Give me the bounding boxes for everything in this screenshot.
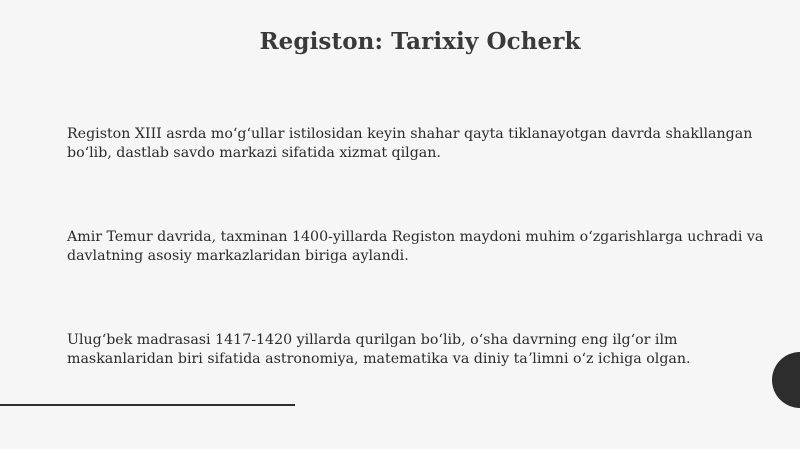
paragraph-3: Ulugʻbek madrasasi 1417-1420 yillarda qurilgan boʻlib, oʻsha davrning eng ilgʻor ilm maskanlaridan biri sifatida astronomiya, matematika va diniy taʼlimni oʻz ichiga olgan.	[67, 332, 691, 367]
paragraph-2: Amir Temur davrida, taxminan 1400-yillarda Registon maydoni muhim oʻzgarishlarga uchradi va davlatning asosiy markazlaridan biriga aylandi.	[67, 229, 764, 264]
paragraph-1: Registon XIII asrda moʻgʻullar istilosidan keyin shahar qayta tiklanayotgan davrda shakllangan boʻlib, dastlab savdo markazi sifatida xizmat qilgan.	[67, 126, 753, 161]
slide-title: Registon: Tarixiy Ocherk	[259, 28, 581, 55]
decorative-circle	[772, 352, 800, 408]
decorative-divider-line	[0, 404, 295, 406]
